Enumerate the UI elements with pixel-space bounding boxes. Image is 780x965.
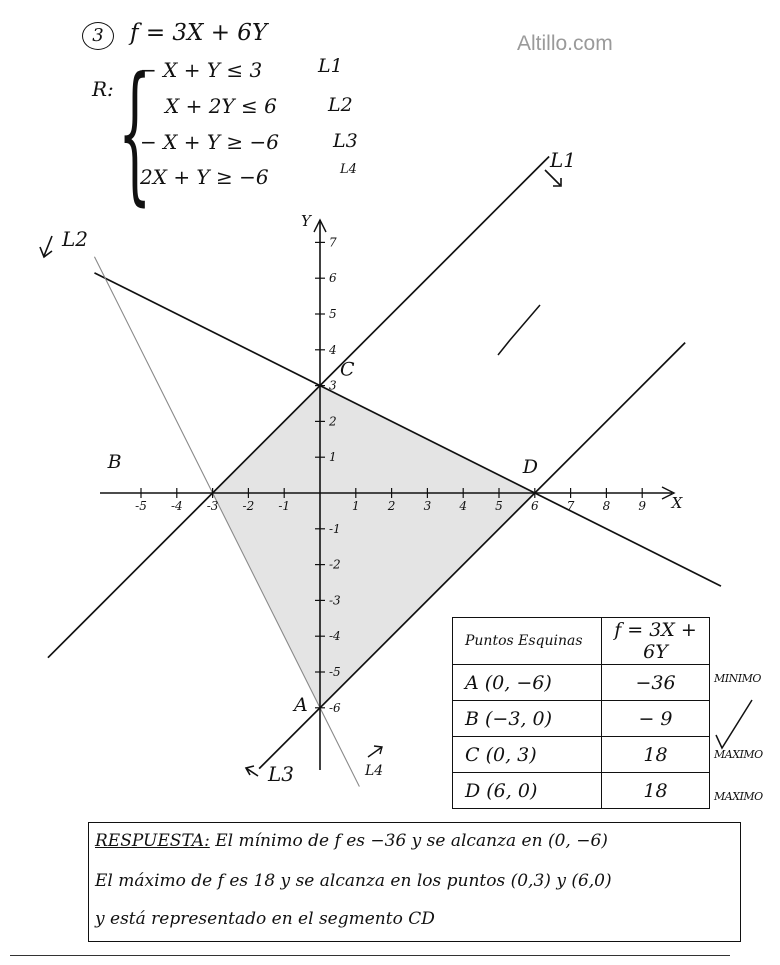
- watermark: Altillo.com: [517, 32, 613, 55]
- constraint-1: − X + Y ≤ 3: [140, 58, 263, 82]
- table-cell: −36: [602, 665, 710, 701]
- page-rule: [10, 955, 730, 956]
- table-row: [453, 737, 710, 773]
- arrow-icon: [40, 236, 52, 257]
- objective-function: f = 3X + 6Y: [130, 20, 268, 46]
- x-axis-label: X: [671, 494, 683, 512]
- y-tick-label: 1: [329, 450, 337, 465]
- table-row: [453, 701, 710, 737]
- table-row: [453, 773, 710, 809]
- max-note: MAXIMO: [714, 790, 763, 803]
- answer-line-2: El máximo de f es 18 y se alcanza en los puntos (0,3) y (6,0): [95, 871, 612, 891]
- corner-points-table: [452, 617, 710, 809]
- x-tick-label: -2: [242, 499, 255, 513]
- arrow-icon: [246, 766, 258, 776]
- table-cell: D (6, 0): [453, 773, 602, 809]
- x-tick-label: 1: [351, 499, 360, 513]
- max-note: MAXIMO: [714, 748, 763, 761]
- constraint-4-line: L4: [340, 162, 357, 177]
- line-label-l2: L2: [62, 227, 89, 251]
- x-tick-label: 7: [566, 499, 575, 513]
- y-tick-label: 2: [329, 414, 337, 429]
- x-tick-label: 6: [530, 499, 539, 513]
- line-label-l1: L1: [550, 148, 577, 172]
- min-note: MINIMO: [714, 672, 761, 685]
- x-tick-label: -4: [170, 499, 183, 513]
- x-tick-label: 9: [638, 499, 647, 513]
- region-label: R:: [92, 77, 114, 101]
- y-tick-label: 5: [329, 307, 337, 321]
- constraint-1-line: L1: [318, 55, 343, 77]
- constraint-2: X + 2Y ≤ 6: [165, 94, 277, 118]
- table-cell: B (−3, 0): [453, 701, 602, 737]
- constraint-2-line: L2: [328, 94, 353, 116]
- x-tick-label: 3: [423, 499, 432, 513]
- arrow-icon: [545, 170, 561, 186]
- table-cell: 18: [602, 737, 710, 773]
- table-header: Puntos Esquinas: [453, 618, 602, 665]
- answer-line-3: y está representado en el segmento CD: [95, 909, 435, 929]
- table-cell: A (0, −6): [453, 665, 602, 701]
- y-tick-label: -4: [329, 629, 341, 644]
- y-tick-label: -5: [329, 665, 341, 679]
- point-label-a: A: [294, 693, 308, 716]
- x-tick-label: 8: [602, 499, 611, 513]
- constraint-brace: {: [118, 46, 152, 220]
- point-label-b: B: [107, 451, 122, 473]
- table-cell: 18: [602, 773, 710, 809]
- arrow-icon: [368, 746, 382, 757]
- line-label-l3: L3: [268, 762, 295, 786]
- table-header-row: [453, 618, 710, 665]
- y-tick-label: 6: [329, 271, 337, 286]
- check-mark-icon: [498, 305, 540, 355]
- y-tick-label: -3: [329, 593, 341, 608]
- answer-box: [88, 822, 741, 942]
- y-tick-label: 7: [329, 235, 337, 250]
- y-tick-label: -6: [329, 700, 341, 715]
- line-label-l4: L4: [365, 763, 384, 779]
- answer-title: RESPUESTA:: [95, 831, 210, 851]
- x-tick-label: 2: [387, 499, 396, 513]
- x-tick-label: -1: [278, 499, 291, 513]
- point-label-d: D: [522, 456, 539, 478]
- table-row: [453, 665, 710, 701]
- y-tick-label: -2: [329, 557, 341, 572]
- constraint-3: − X + Y ≥ −6: [140, 130, 279, 154]
- table-cell: C (0, 3): [453, 737, 602, 773]
- table-cell: − 9: [602, 701, 710, 737]
- y-axis-label: Y: [301, 212, 311, 230]
- y-tick-label: 4: [329, 342, 337, 357]
- x-tick-label: 4: [459, 499, 468, 513]
- constraint-3-line: L3: [333, 130, 358, 152]
- answer-line-1: [95, 831, 608, 851]
- problem-number: 3: [82, 22, 114, 50]
- y-tick-label: -1: [329, 521, 341, 536]
- table-header: f = 3X + 6Y: [602, 618, 710, 665]
- constraint-4: 2X + Y ≥ −6: [140, 165, 269, 189]
- answer-text: El mínimo de f es −36 y se alcanza en (0, −6): [215, 831, 608, 851]
- check-mark-icon: [716, 700, 752, 748]
- x-tick-label: -5: [135, 499, 147, 513]
- x-tick-label: -3: [206, 499, 219, 513]
- y-tick-label: 3: [329, 378, 337, 393]
- point-label-c: C: [340, 358, 355, 381]
- x-tick-label: 5: [495, 499, 503, 513]
